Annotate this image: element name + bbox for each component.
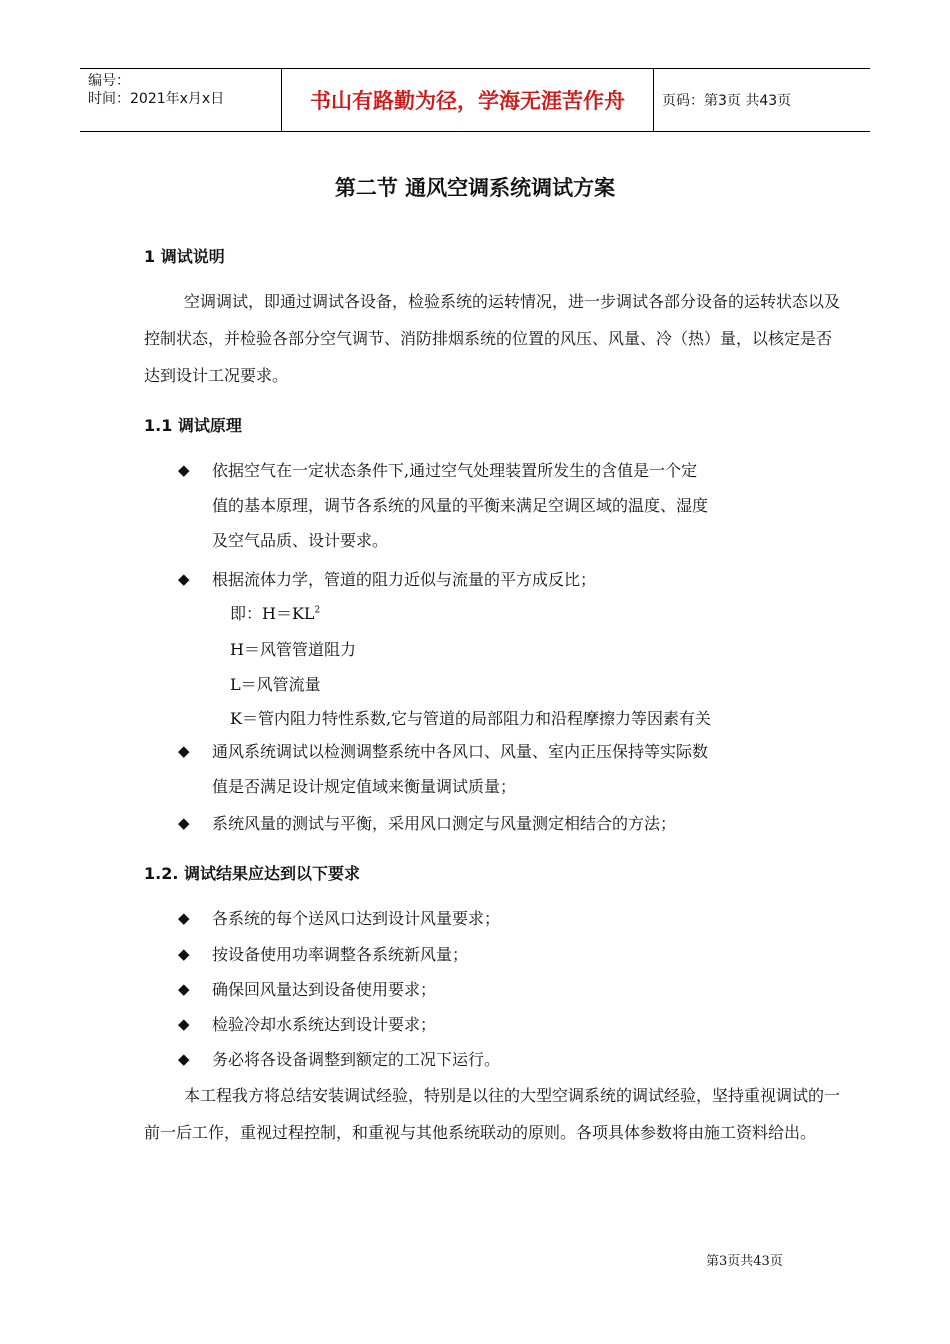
formula <box>230 601 320 624</box>
list-item-line: 值是否满足设计规定值域来衡量调试质量； <box>212 777 517 796</box>
list-item-line: 依据空气在一定状态条件下,通过空气处理装置所发生的含值是一个定 <box>212 461 698 480</box>
diamond-bullet-icon: ◆ <box>178 909 190 927</box>
diamond-bullet-icon: ◆ <box>178 945 190 963</box>
closing-paragraph: 本工程我方将总结安装调试经验，特别是以往的大型空调系统的调试经验，坚持重视调试的一前一后工作，重视过程控制，和重视与其他系统联动的原则。各项具体参数将由施工资料给出。 <box>144 1086 841 1142</box>
header-page-number: 页码：第3页 共43页 <box>662 93 792 109</box>
diamond-bullet-icon: ◆ <box>178 1015 190 1033</box>
section-heading-1: 1 调试说明 <box>144 247 225 266</box>
formula-definition-h: H＝风管管道阻力 <box>230 640 356 659</box>
formula-definition-k: K＝管内阻力特性系数,它与管道的局部阻力和沿程摩擦力等因素有关 <box>230 709 712 728</box>
diamond-bullet-icon: ◆ <box>178 814 190 832</box>
list-item-line: 及空气品质、设计要求。 <box>212 531 389 550</box>
page-footer: 第3页共43页 <box>706 1254 783 1269</box>
section-1-intro: 空调调试，即通过调试各设备，检验系统的运转情况，进一步调试各部分设备的运转状态以及控制状态，并检验各部分空气调节、消防排烟系统的位置的风压、风量、冷（热）量，以核定是否达到设计工况要求。 <box>144 292 841 385</box>
header-meta <box>80 69 282 131</box>
section-heading-1-1: 1.1 调试原理 <box>144 416 242 435</box>
formula-definition-l: L＝风管流量 <box>230 675 321 694</box>
diamond-bullet-icon: ◆ <box>178 980 190 998</box>
section-heading-1-2: 1.2. 调试结果应达到以下要求 <box>144 864 360 883</box>
list-item-text: 确保回风量达到设备使用要求； <box>212 980 437 999</box>
page-header <box>80 68 870 132</box>
diamond-bullet-icon: ◆ <box>178 742 190 760</box>
list-item-line: 值的基本原理，调节各系统的风量的平衡来满足空调区域的温度、湿度 <box>212 496 709 515</box>
list-item-text: 务必将各设备调整到额定的工况下运行。 <box>212 1050 501 1069</box>
document-title: 第二节 通风空调系统调试方案 <box>334 176 616 200</box>
list-item-line: 通风系统调试以检测调整系统中各风口、风量、室内正压保持等实际数 <box>212 742 709 761</box>
formula-text: 即：H＝KL <box>230 604 315 623</box>
header-time: 时间：2021年x月x日 <box>88 91 225 107</box>
list-item-text: 按设备使用功率调整各系统新风量； <box>212 945 469 964</box>
list-item-text: 根据流体力学，管道的阻力近似与流量的平方成反比； <box>212 570 597 589</box>
header-motto: 书山有路勤为径，学海无涯苦作舟 <box>282 69 654 131</box>
diamond-bullet-icon: ◆ <box>178 1050 190 1068</box>
header-number: 编号： <box>88 73 130 89</box>
diamond-bullet-icon: ◆ <box>178 570 190 588</box>
list-item-text: 系统风量的测试与平衡，采用风口测定与风量测定相结合的方法； <box>212 814 677 833</box>
diamond-bullet-icon: ◆ <box>178 461 190 479</box>
list-item-text: 各系统的每个送风口达到设计风量要求； <box>212 909 501 928</box>
formula-exponent: 2 <box>314 605 321 616</box>
list-item-text: 检验冷却水系统达到设计要求； <box>212 1015 437 1034</box>
